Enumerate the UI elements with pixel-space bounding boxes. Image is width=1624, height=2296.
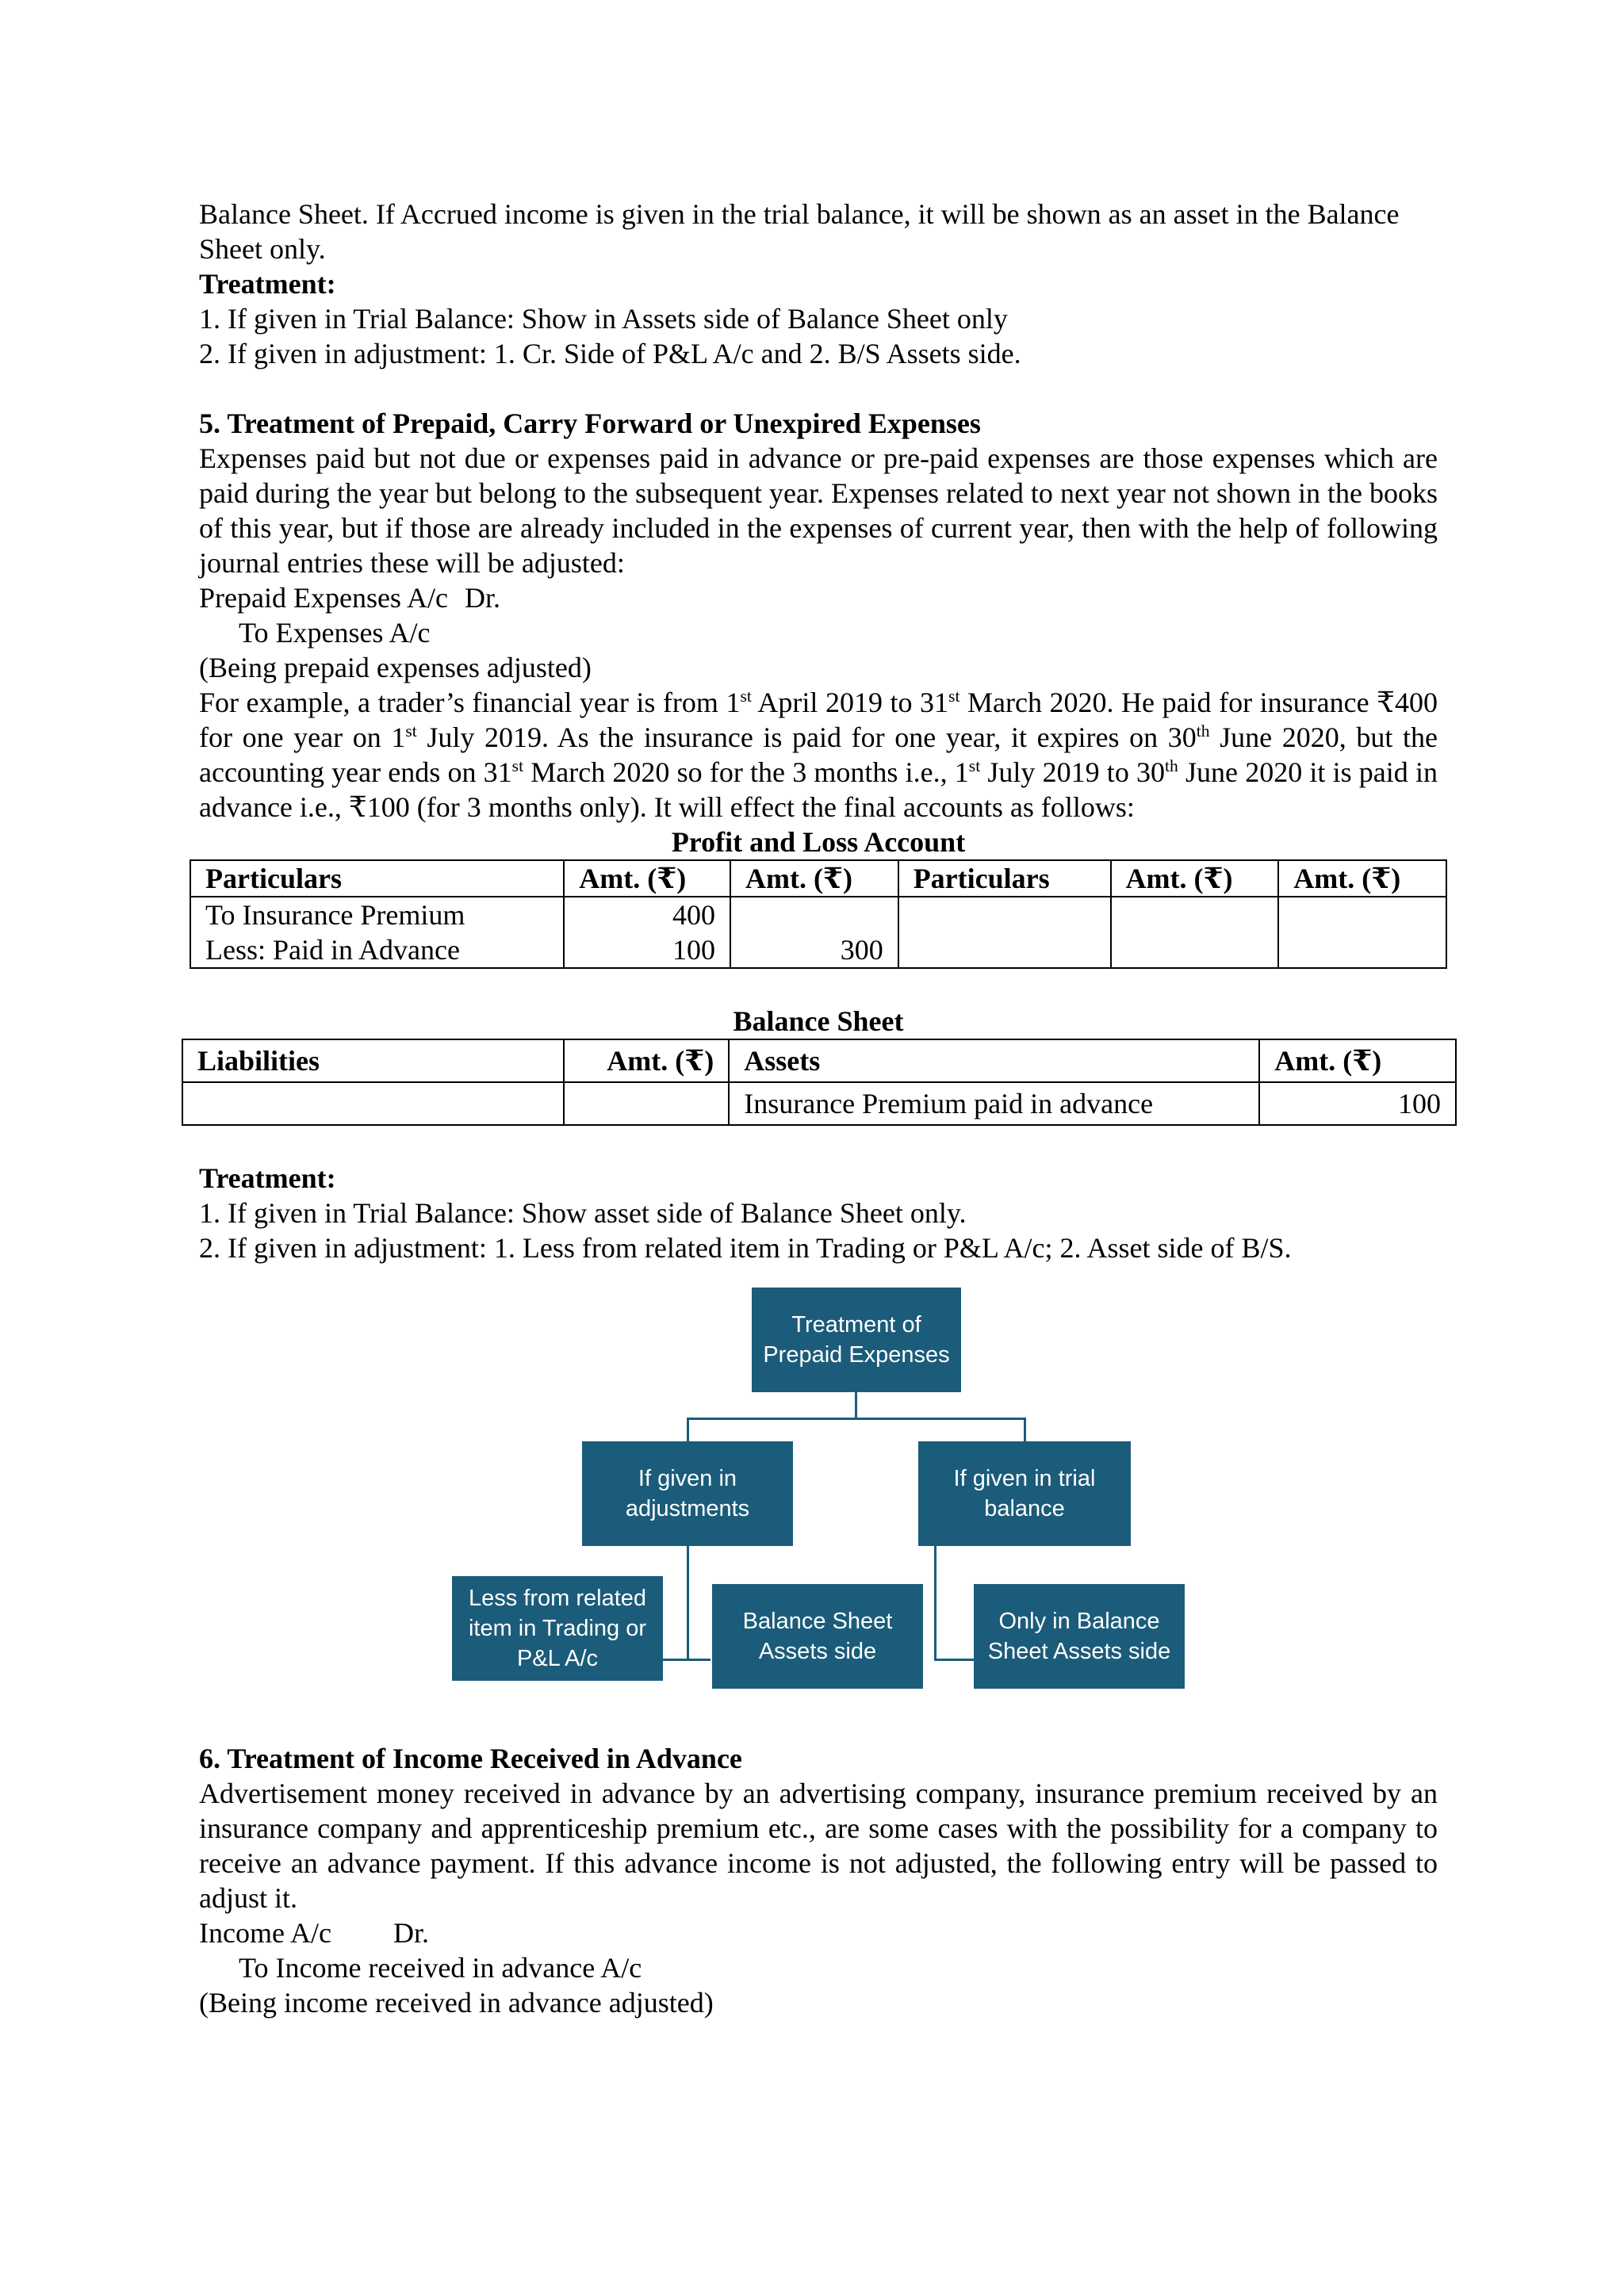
table-cell [1278, 932, 1446, 968]
treatment-item-2: 2. If given in adjustment: 1. Cr. Side of P&L A/c and 2. B/S Assets side. [199, 338, 1021, 369]
journal-dr: Dr. [393, 1917, 429, 1949]
table-cell: 400 [564, 897, 730, 932]
pl-header-cell: Particulars [190, 860, 564, 897]
diagram-bs-assets-box: Balance Sheet Assets side [712, 1584, 923, 1689]
connector-line [687, 1418, 1026, 1420]
ordinal-suffix: st [740, 687, 752, 706]
table-cell: Less: Paid in Advance [190, 932, 564, 968]
journal-debit-account: Income A/c [199, 1917, 331, 1949]
profit-loss-table [190, 859, 1447, 969]
table-cell [564, 1082, 729, 1125]
table-cell: To Insurance Premium [190, 897, 564, 932]
table-cell: 100 [1259, 1082, 1456, 1125]
connector-line [1024, 1418, 1026, 1441]
balance-sheet-table [182, 1039, 1457, 1126]
ordinal-suffix: st [405, 721, 417, 740]
table-cell: Insurance Premium paid in advance [729, 1082, 1259, 1125]
table-row [190, 932, 1446, 968]
section-5-paragraph: Expenses paid but not due or expenses paid in advance or pre-paid expenses are those expenses which are paid during the year but belong to the subsequent year. Expenses related to next year not shown in the books of this year, but if those are already included in the expenses of current year, then with the help of following journal entries these will be adjusted: [199, 442, 1438, 579]
example-text: March 2020 so for the 3 months i.e., 1 [523, 756, 969, 788]
table-cell [1111, 897, 1279, 932]
ordinal-suffix: th [1165, 756, 1178, 775]
pl-header-cell: Amt. (₹) [564, 860, 730, 897]
journal-narration: (Being prepaid expenses adjusted) [199, 652, 592, 683]
connector-line [687, 1418, 689, 1441]
intro-line-2: Sheet only. [199, 233, 326, 265]
journal-entry-debit [199, 580, 1438, 615]
table-row [182, 1082, 1456, 1125]
journal-debit-account: Prepaid Expenses A/c [199, 582, 448, 614]
example-text: July 2019 to 30 [980, 756, 1166, 788]
pl-header-cell: Amt. (₹) [1278, 860, 1446, 897]
example-paragraph [199, 685, 1438, 825]
ordinal-suffix: st [968, 756, 981, 775]
prepaid-expenses-diagram [0, 1283, 1624, 1735]
diagram-less-related-item-box: Less from related item in Trading or P&L A/c [452, 1576, 663, 1681]
connector-line [855, 1392, 857, 1419]
ordinal-suffix: st [948, 687, 960, 706]
journal-narration-2: (Being income received in advance adjusted) [199, 1987, 714, 2019]
ordinal-suffix: st [511, 756, 524, 775]
table-cell: 100 [564, 932, 730, 968]
treatment-heading: Treatment: [199, 268, 336, 300]
bs-header-cell: Amt. (₹) [564, 1039, 729, 1082]
bs-header-cell: Liabilities [182, 1039, 564, 1082]
ordinal-suffix: th [1196, 721, 1210, 740]
table-row [190, 897, 1446, 932]
treatment-2-item-1: 1. If given in Trial Balance: Show asset side of Balance Sheet only. [199, 1197, 967, 1229]
table-cell [898, 897, 1111, 932]
intro-line-1: Balance Sheet. If Accrued income is given in the trial balance, it will be shown as an asset in the Balance [199, 198, 1400, 230]
treatment-2-item-2: 2. If given in adjustment: 1. Less from related item in Trading or P&L A/c; 2. Asset side of B/S. [199, 1232, 1292, 1264]
connector-line [687, 1546, 689, 1660]
treatment-heading-2: Treatment: [199, 1162, 336, 1194]
diagram-root-box: Treatment of Prepaid Expenses [752, 1288, 961, 1392]
journal-entry-debit-2 [199, 1915, 1438, 1950]
table-cell [1278, 897, 1446, 932]
bs-header-row [182, 1039, 1456, 1082]
table-cell: 300 [730, 932, 898, 968]
table-cell [730, 897, 898, 932]
example-text: June 2020 it is paid in advance i.e., ₹100 (for 3 months only). It will effect the final accounts as follows: [199, 756, 1438, 823]
diagram-only-bs-assets-box: Only in Balance Sheet Assets side [974, 1584, 1185, 1689]
bs-header-cell: Assets [729, 1039, 1259, 1082]
pl-header-cell: Particulars [898, 860, 1111, 897]
pl-header-cell: Amt. (₹) [1111, 860, 1279, 897]
example-text: June 2020, but the accounting year ends on 31 [199, 721, 1438, 788]
journal-entry-credit-2: To Income received in advance A/c [239, 1952, 642, 1984]
section-5-heading: 5. Treatment of Prepaid, Carry Forward or Unexpired Expenses [199, 408, 981, 439]
journal-entry-credit: To Expenses A/c [239, 617, 431, 649]
example-text: July 2019. As the insurance is paid for one year, it expires on 30 [416, 721, 1197, 753]
table-cell [1111, 932, 1279, 968]
pl-header-cell: Amt. (₹) [730, 860, 898, 897]
diagram-trial-balance-box: If given in trial balance [918, 1441, 1131, 1546]
bs-header-cell: Amt. (₹) [1259, 1039, 1456, 1082]
connector-line [934, 1546, 936, 1660]
example-text: April 2019 to 31 [751, 687, 949, 718]
balance-sheet-title: Balance Sheet [733, 1005, 904, 1037]
connector-line [934, 1659, 974, 1661]
section-6-heading: 6. Treatment of Income Received in Advance [199, 1743, 742, 1774]
example-text: March 2020. He paid for insurance ₹400 for one year on 1 [199, 687, 1438, 753]
connector-line [663, 1659, 710, 1661]
journal-dr: Dr. [465, 582, 500, 614]
page-content [197, 197, 1441, 2020]
treatment-item-1: 1. If given in Trial Balance: Show in Assets side of Balance Sheet only [199, 303, 1008, 335]
table-cell [182, 1082, 564, 1125]
example-text: For example, a trader’s financial year is from 1 [199, 687, 741, 718]
pl-header-row [190, 860, 1446, 897]
section-6-paragraph: Advertisement money received in advance by an advertising company, insurance premium received by an insurance company and apprenticeship premium etc., are some cases with the possibility for a company to receive an advance payment. If this advance income is not adjusted, the following entry will be passed to adjust it. [199, 1777, 1438, 1914]
pl-account-title: Profit and Loss Account [671, 826, 966, 858]
table-cell [898, 932, 1111, 968]
diagram-adjustments-box: If given in adjustments [582, 1441, 793, 1546]
